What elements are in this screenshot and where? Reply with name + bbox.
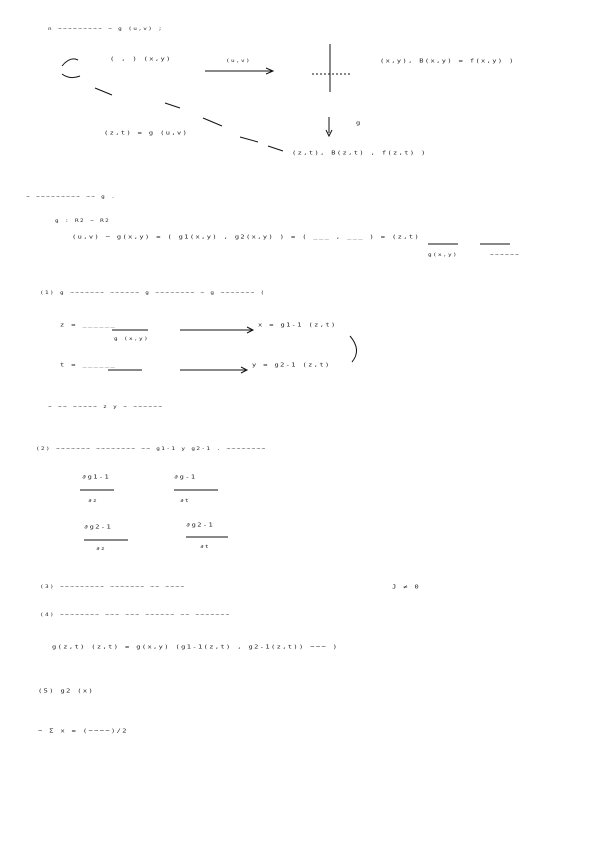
derivative-denominator: ∂z	[88, 498, 99, 504]
condition-line: (2) ~~~~~~~ ~~~~~~~~ ~~ g1-1 y g2-1 . ~~~~~~~~	[36, 446, 267, 452]
derivative-numerator: ∂g1-1	[82, 474, 111, 480]
text-line: g : R2 ~ R2	[55, 218, 111, 224]
text-line: ~ ~~ ~~~~~ z y ~ ~~~~~~	[48, 404, 164, 410]
heading-line: n ~~~~~~~~~ ~ g (u,v) ;	[48, 26, 164, 32]
formula-line: ~ Σ x = (~~~~)/2	[38, 728, 128, 734]
derivative-denominator: ∂z	[96, 546, 107, 552]
derivative-numerator: ∂g-1	[174, 474, 197, 480]
text-line: (z,t), B(z,t) , f(z,t) )	[292, 150, 427, 156]
text-line: g	[356, 120, 362, 126]
diagonal-stroke	[203, 118, 222, 126]
text-line: ( , ) (x,y)	[110, 56, 172, 62]
formula-line: t = ______	[60, 362, 117, 368]
sketch-curve	[62, 59, 78, 66]
formula-line: z = ______	[60, 322, 117, 328]
derivative-denominator: ∂t	[180, 498, 191, 504]
brace-curve	[350, 336, 357, 362]
diagonal-stroke	[240, 137, 258, 142]
diagonal-stroke	[268, 146, 283, 151]
formula-line: (u,v) ~ g(x,y) = ( g1(x,y) , g2(x,y) ) = ( ___ , ___ ) = (z,t)	[72, 234, 421, 240]
text-line: (z,t) = g (u,v)	[104, 130, 189, 136]
condition-line: (5) g2 (x)	[38, 688, 95, 694]
fraction-denominator: ~~~~~~	[490, 252, 521, 258]
text-line: (x,y), B(x,y) = f(x,y) )	[380, 58, 515, 64]
formula-line: g(z,t) (z,t) = g(x,y) (g1-1(z,t) , g2-1(z,t)) ~~~ )	[52, 644, 339, 650]
derivative-denominator: ∂t	[200, 544, 211, 550]
fraction-denominator: g (x,y)	[114, 336, 150, 342]
arrow-label: (u,v)	[226, 58, 252, 64]
diagonal-stroke	[165, 103, 180, 108]
text-line: J ≠ 0	[392, 584, 421, 590]
condition-line: (4) ~~~~~~~~ ~~~ ~~~ ~~~~~~ ~~ ~~~~~~~	[40, 612, 231, 618]
condition-line: (1) g ~~~~~~~ ~~~~~~ g ~~~~~~~~ ~ g ~~~~~~~ (	[40, 290, 266, 296]
formula-line: x = g1-1 (z,t)	[258, 322, 337, 328]
condition-line: (3) ~~~~~~~~~ ~~~~~~~ ~~ ~~~~	[40, 584, 186, 590]
fraction-denominator: g(x,y)	[428, 252, 459, 258]
formula-line: y = g2-1 (z,t)	[252, 362, 331, 368]
derivative-numerator: ∂g2-1	[186, 522, 215, 528]
section-heading: ~ ~~~~~~~~~ ~~ g .	[26, 194, 117, 200]
diagonal-stroke	[95, 88, 112, 95]
derivative-numerator: ∂g2-1	[84, 524, 113, 530]
sketch-curve	[62, 74, 80, 78]
